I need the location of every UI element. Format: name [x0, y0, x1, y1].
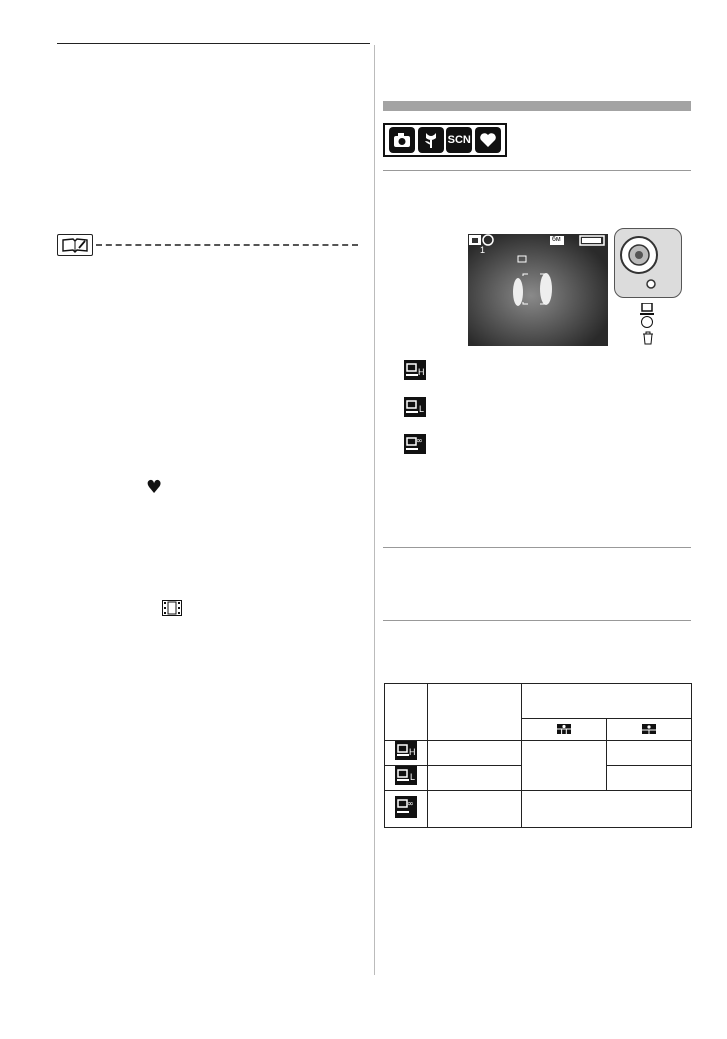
svg-text:H: H [409, 747, 416, 757]
divider [383, 547, 691, 548]
burst-low-icon [395, 766, 417, 785]
camera-mode-icon [389, 127, 415, 153]
heart-icon: ♥ [146, 477, 163, 498]
burst-button-icon [640, 302, 654, 314]
table-cell [428, 791, 522, 828]
svg-text:L: L [410, 772, 416, 782]
burst-unlimited-icon [404, 434, 426, 456]
divider [383, 170, 691, 171]
table-header-cell [385, 684, 428, 741]
note-book-icon [57, 234, 93, 256]
burst-spec-table [384, 683, 692, 828]
svg-text:L: L [419, 404, 425, 414]
trash-icon [642, 331, 654, 345]
section-header-bar [383, 101, 691, 111]
lcd-screen-preview [468, 234, 608, 346]
quality-standard-icon [642, 724, 656, 734]
table-cell [428, 741, 522, 766]
table-cell [607, 741, 692, 766]
quality-fine-header [522, 719, 607, 741]
top-rule [57, 43, 370, 44]
scene-mode-icon: SCN [446, 127, 472, 153]
table-row-icon-cell [385, 791, 428, 828]
quality-fine-icon [557, 724, 571, 734]
burst-high-icon [404, 360, 426, 382]
svg-text:∞: ∞ [407, 798, 414, 808]
table-cell [428, 766, 522, 791]
divider [383, 620, 691, 621]
table-row-icon-cell [385, 766, 428, 791]
burst-low-icon [404, 397, 426, 419]
table-cell [607, 766, 692, 791]
table-cell [522, 791, 692, 828]
button-circle-icon [641, 316, 653, 328]
stabilizer-indicator: 1 [480, 245, 486, 255]
film-icon [162, 600, 182, 616]
resolution-indicator: 6м [552, 236, 561, 243]
available-modes-strip [383, 123, 507, 157]
macro-tulip-icon [418, 127, 444, 153]
heart-mode-icon [475, 127, 501, 153]
table-cell [522, 741, 607, 791]
quality-standard-header [607, 719, 692, 741]
note-divider [96, 244, 358, 246]
column-divider [374, 45, 375, 975]
svg-text:H: H [418, 367, 425, 377]
table-header-cell [428, 684, 522, 741]
burst-high-icon [395, 741, 417, 760]
table-row-icon-cell [385, 741, 428, 766]
camera-back-illustration [614, 228, 682, 298]
burst-unlimited-icon [395, 796, 417, 818]
table-header-cell [522, 684, 692, 719]
svg-text:∞: ∞ [416, 436, 423, 445]
